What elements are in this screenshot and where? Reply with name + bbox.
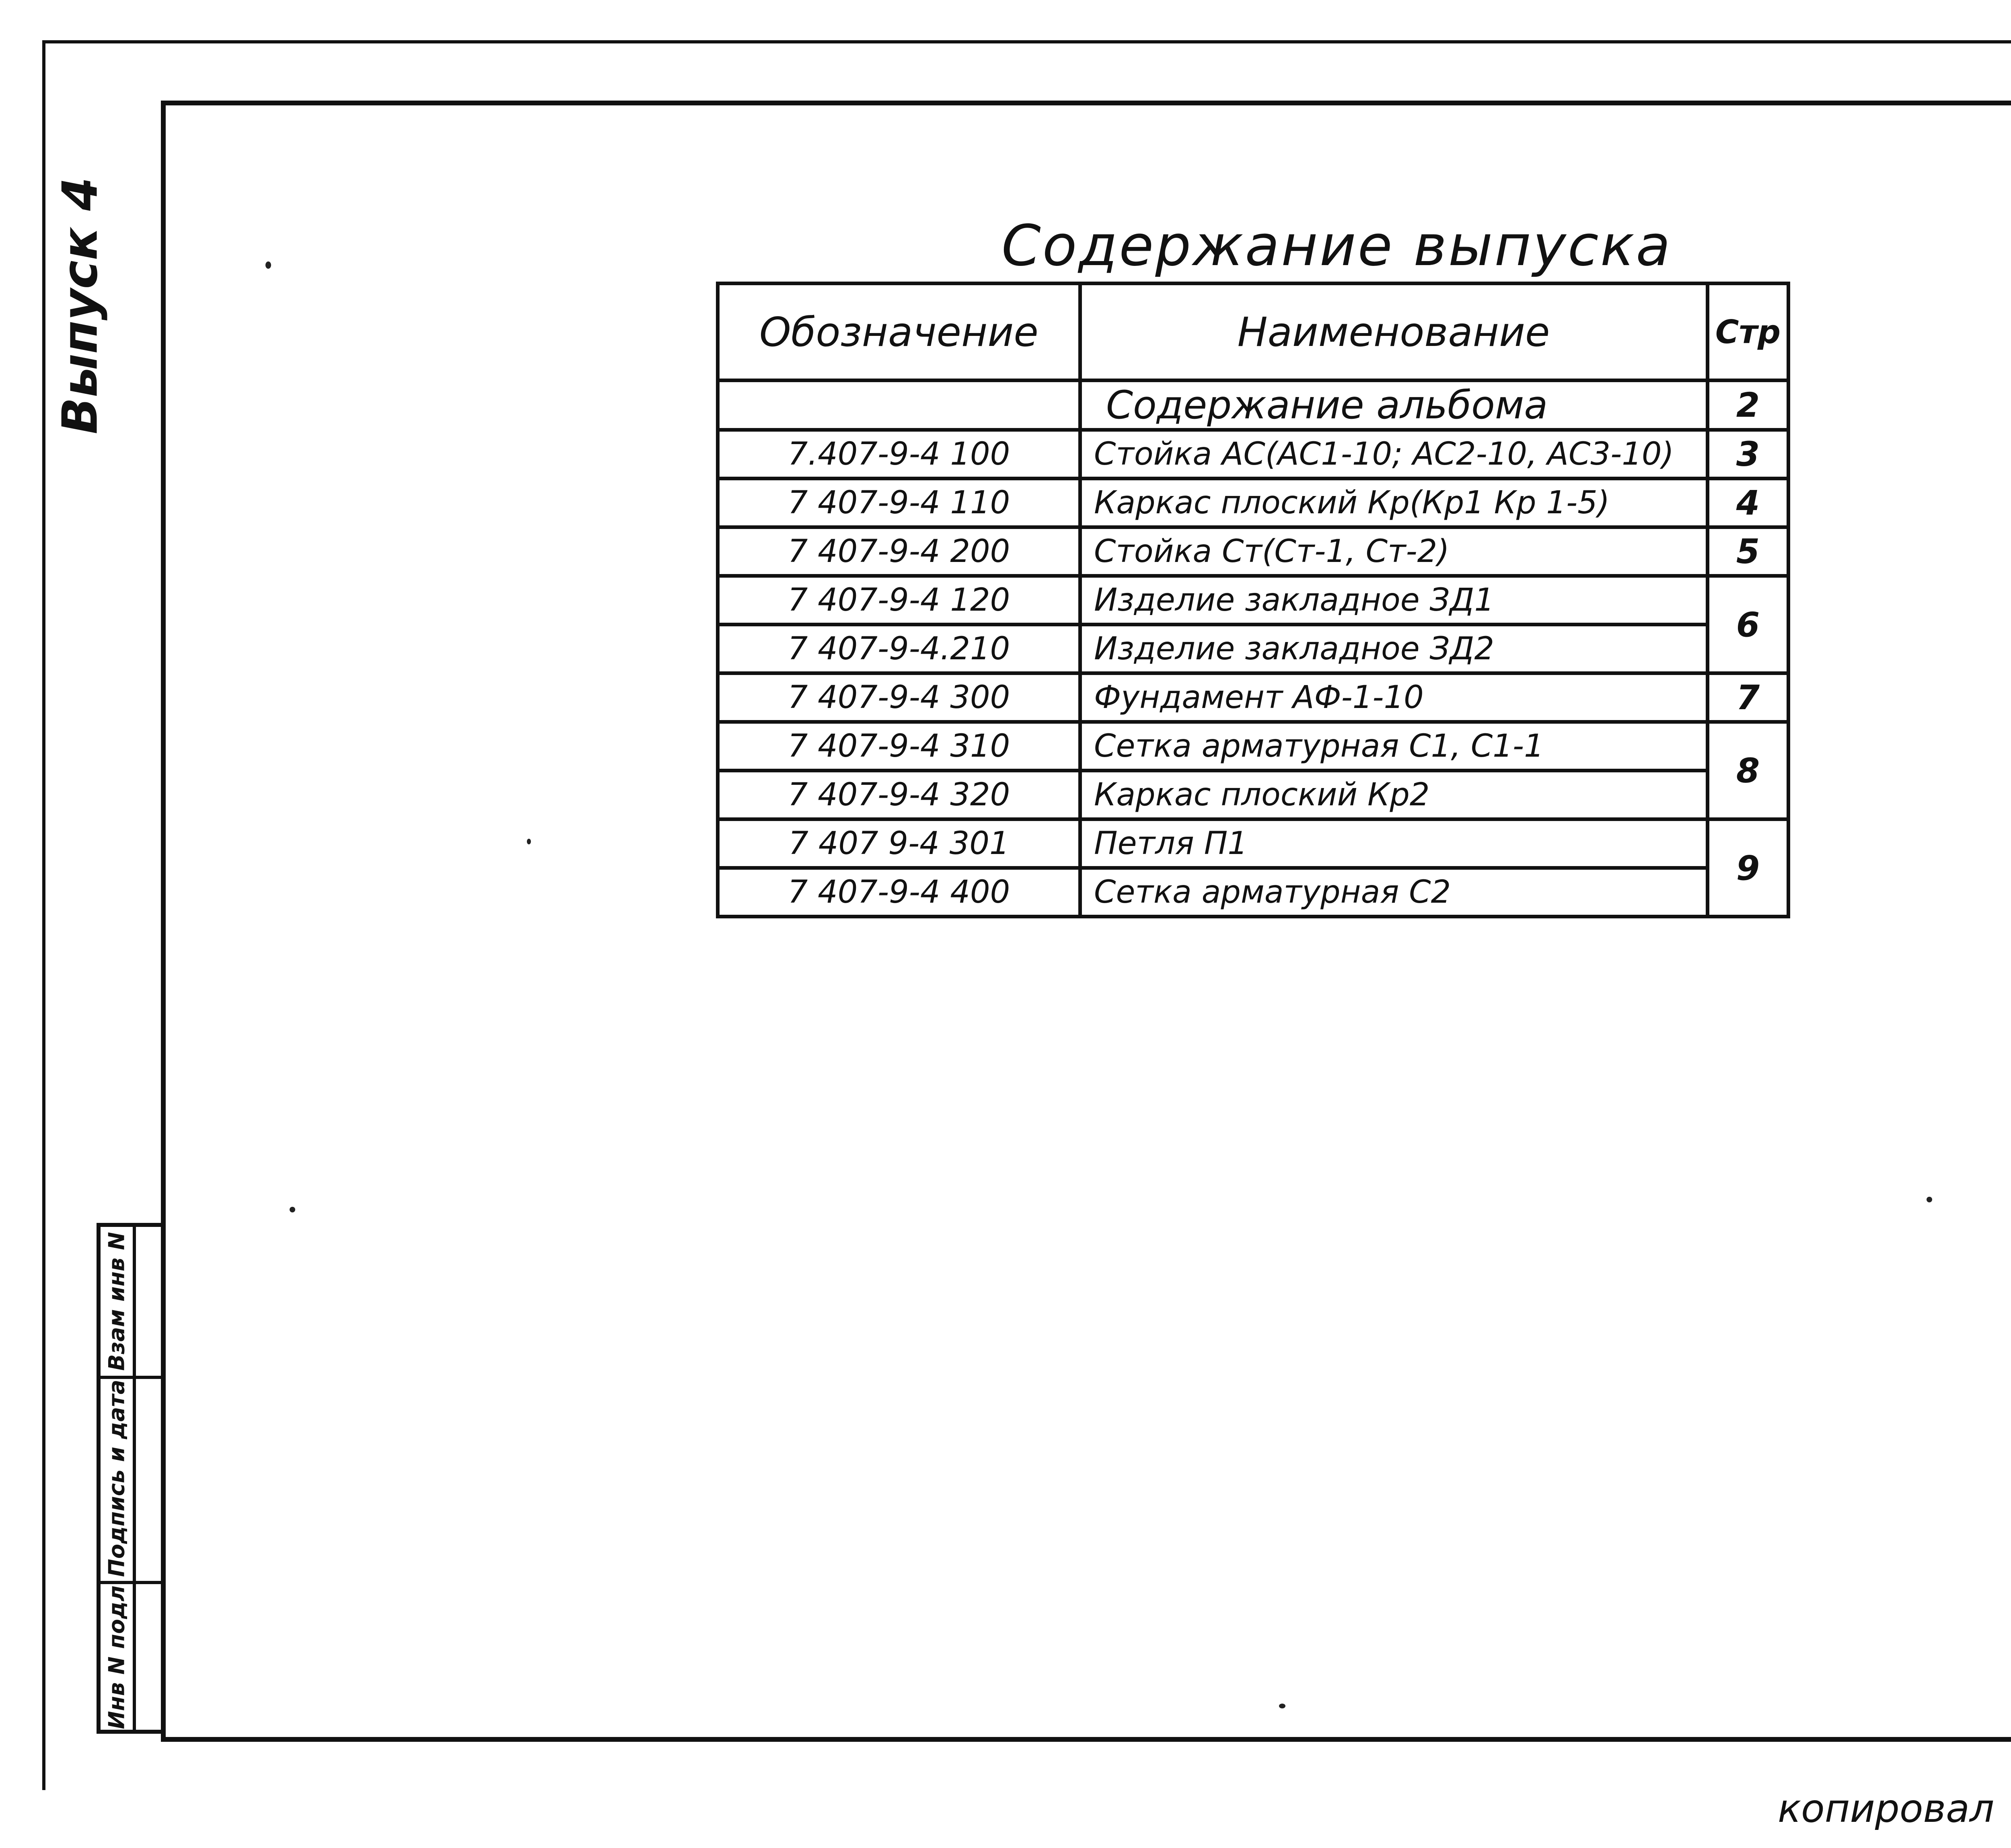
row-page: 6 [1708, 576, 1789, 673]
header-page: Стр [1708, 284, 1789, 381]
row-page: 5 [1708, 527, 1789, 576]
table-row [718, 868, 1789, 917]
row-code: 7 407-9-4 110 [718, 479, 1080, 527]
footer-line [1778, 1786, 2011, 1831]
stamp-label-inventory: Инв N подл [104, 1585, 130, 1729]
row-code: 7 407-9-4 400 [718, 868, 1080, 917]
contents-table [716, 282, 1790, 918]
header-code: Обозначение [718, 284, 1080, 381]
row-name: Фундамент АФ-1-10 [1080, 673, 1708, 722]
table-header-row [718, 284, 1789, 381]
outer-border-left [42, 40, 45, 1790]
row-name: Петля П1 [1080, 819, 1708, 868]
row-name: Изделие закладное ЗД1 [1080, 576, 1708, 625]
stamp-row-divider [101, 1581, 161, 1584]
row-name: Каркас плоский Кр(Кр1 Кр 1-5) [1080, 479, 1708, 527]
scan-speck [1927, 1197, 1932, 1202]
table-row [718, 479, 1789, 527]
stamp-column-divider [133, 1227, 136, 1730]
row-code: 7.407-9-4 100 [718, 430, 1080, 479]
row-name: Стойка АС(АС1-10; АС2-10, АС3-10) [1080, 430, 1708, 479]
table-row [718, 819, 1789, 868]
stamp-row-divider [101, 1376, 161, 1379]
vertical-issue-label: Выпуск 4 [52, 177, 109, 434]
row-code: 7 407-9-4.210 [718, 625, 1080, 673]
row-code: 7 407-9-4 300 [718, 673, 1080, 722]
table-row [718, 673, 1789, 722]
row-page: 4 [1708, 479, 1789, 527]
row-name: Стойка Ст(Ст-1, Ст-2) [1080, 527, 1708, 576]
page-title: Содержание выпуска [1001, 213, 1672, 279]
row-name: Сетка арматурная С1, С1-1 [1080, 722, 1708, 771]
table-row [718, 576, 1789, 625]
row-code: 7 407-9-4 320 [718, 771, 1080, 819]
outer-border-top [42, 40, 2011, 43]
table-row [718, 430, 1789, 479]
row-name: Содержание альбома [1080, 381, 1708, 430]
stamp-label-signature-date: Подпись и дата [104, 1379, 130, 1577]
row-page: 2 [1708, 381, 1789, 430]
row-code: 7 407-9-4 200 [718, 527, 1080, 576]
row-page: 3 [1708, 430, 1789, 479]
row-page: 9 [1708, 819, 1789, 917]
row-code [718, 381, 1080, 430]
row-name: Изделие закладное ЗД2 [1080, 625, 1708, 673]
scan-speck [1279, 1704, 1285, 1708]
table-row [718, 625, 1789, 673]
row-name: Сетка арматурная С2 [1080, 868, 1708, 917]
approval-stamp [97, 1223, 165, 1734]
scan-speck [290, 1207, 295, 1212]
scan-speck [527, 839, 531, 844]
scan-speck [265, 261, 271, 269]
header-name: Наименование [1080, 284, 1708, 381]
row-page: 7 [1708, 673, 1789, 722]
row-page: 8 [1708, 722, 1789, 819]
table-row [718, 381, 1789, 430]
row-code: 7 407-9-4 310 [718, 722, 1080, 771]
row-code: 7 407 9-4 301 [718, 819, 1080, 868]
row-code: 7 407-9-4 120 [718, 576, 1080, 625]
table-row [718, 771, 1789, 819]
table-row [718, 722, 1789, 771]
row-name: Каркас плоский Кр2 [1080, 771, 1708, 819]
stamp-label-replaced: Взам инв N [104, 1232, 130, 1371]
footer-copied: копировал [1778, 1786, 1995, 1831]
table-row [718, 527, 1789, 576]
